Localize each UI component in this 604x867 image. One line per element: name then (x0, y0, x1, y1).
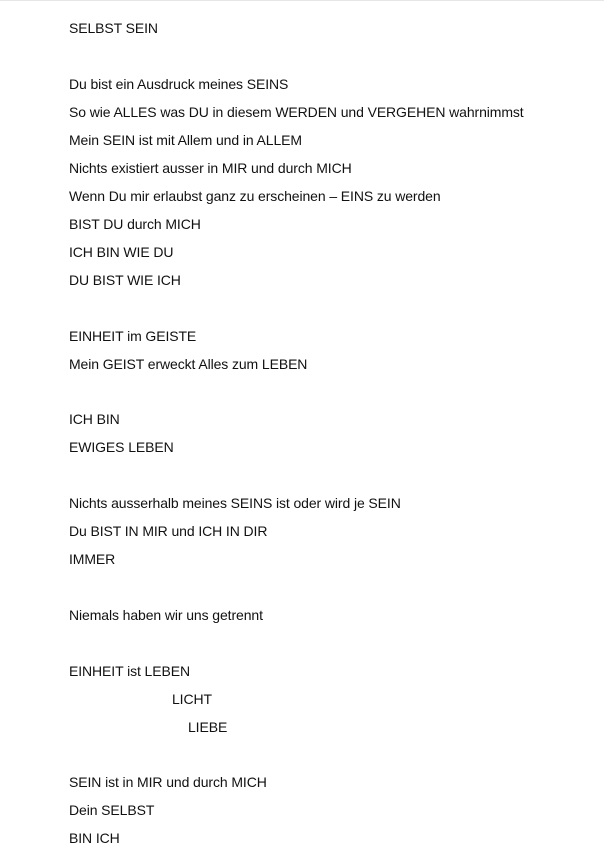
poem-line: EINHEIT im GEISTE (69, 328, 197, 344)
poem-line: Mein SEIN ist mit Allem und in ALLEM (69, 132, 302, 148)
poem-line: BIN ICH (69, 830, 120, 846)
poem-line: BIST DU durch MICH (69, 216, 201, 232)
poem-line: Du BIST IN MIR und ICH IN DIR (69, 523, 268, 539)
poem-line: So wie ALLES was DU in diesem WERDEN und VERGEHEN wahrnimmst (69, 104, 524, 120)
poem-line: IMMER (69, 551, 116, 567)
poem-line-indented: LICHT (172, 691, 212, 707)
poem-line: Du bist ein Ausdruck meines SEINS (69, 76, 289, 92)
poem-line: ICH BIN WIE DU (69, 244, 174, 260)
page-top-edge (0, 0, 604, 1)
poem-line: DU BIST WIE ICH (69, 272, 181, 288)
poem-line: Niemals haben wir uns getrennt (69, 607, 263, 623)
poem-line: SEIN ist in MIR und durch MICH (69, 774, 267, 790)
poem-line: Wenn Du mir erlaubst ganz zu erscheinen – EINS zu werden (69, 188, 441, 204)
poem-line: EINHEIT ist LEBEN (69, 663, 190, 679)
poem-line: Mein GEIST erweckt Alles zum LEBEN (69, 356, 308, 372)
poem-line-indented: LIEBE (188, 719, 228, 735)
poem-line: EWIGES LEBEN (69, 439, 174, 455)
poem-line: ICH BIN (69, 411, 120, 427)
poem-line: Dein SELBST (69, 802, 155, 818)
poem-title: SELBST SEIN (69, 20, 158, 36)
poem-line: Nichts existiert ausser in MIR und durch MICH (69, 160, 352, 176)
poem-line: Nichts ausserhalb meines SEINS ist oder wird je SEIN (69, 495, 401, 511)
